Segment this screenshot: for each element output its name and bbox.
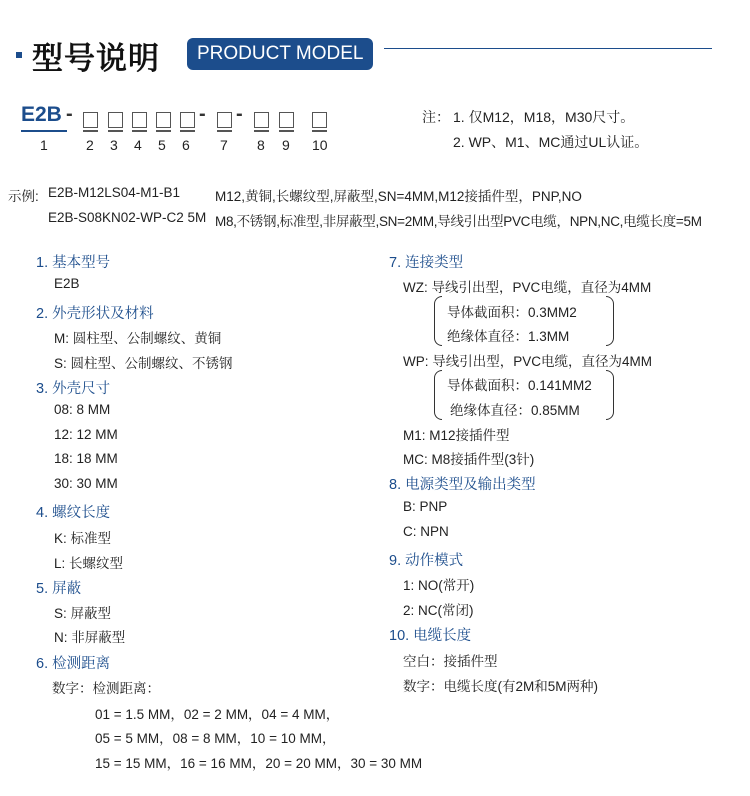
section-7-wz-sub: 绝缘体直径：1.3MM — [447, 329, 570, 344]
section-10-item: 空白：接插件型 — [403, 654, 498, 669]
code-dash: - — [199, 103, 206, 125]
section-9-item: 1: NO(常开) — [403, 578, 475, 593]
section-7-wp-sub: 导体截面积：0.141MM2 — [447, 378, 592, 393]
code-number: 4 — [134, 137, 142, 153]
section-5-item: S: 屏蔽型 — [54, 606, 112, 621]
example-desc: M8,不锈钢,标准型,非屏蔽型,SN=2MM,导线引出型PVC电缆，NPN,NC,电缆长度=5M — [215, 214, 702, 229]
code-number: 7 — [220, 137, 228, 153]
code-box-underline — [279, 130, 294, 132]
code-prefix-underline — [21, 130, 67, 132]
section-7-title: 7. 连接类型 — [389, 255, 464, 271]
section-6-line: 05 = 5 MM，08 = 8 MM，10 = 10 MM， — [95, 731, 336, 746]
section-7-m1: M1: M12接插件型 — [403, 428, 510, 443]
example-model: E2B-S08KN02-WP-C2 5M — [48, 210, 207, 225]
example-desc: M12,黄铜,长螺纹型,屏蔽型,SN=4MM,M12接插件型，PNP,NO — [215, 189, 582, 204]
code-box-underline — [83, 130, 98, 132]
code-box-underline — [217, 130, 232, 132]
code-box-10 — [312, 112, 327, 128]
code-prefix: E2B — [21, 103, 62, 126]
code-box-2 — [83, 112, 98, 128]
section-2-item: M: 圆柱型、公制螺纹、黄铜 — [54, 331, 222, 346]
note-line-1: 1. 仅M12，M18，M30尺寸。 — [453, 109, 635, 125]
code-box-underline — [312, 130, 327, 132]
page-title: 型号说明 — [32, 41, 160, 76]
code-box-8 — [254, 112, 269, 128]
section-7-wp: WP: 导线引出型，PVC电缆，直径为4MM — [403, 354, 653, 369]
section-8-title: 8. 电源类型及输出类型 — [389, 477, 536, 493]
code-box-underline — [180, 130, 195, 132]
product-model-badge: PRODUCT MODEL — [187, 38, 373, 70]
left-paren — [434, 370, 442, 420]
section-8-item: B: PNP — [403, 499, 448, 514]
code-number: 1 — [40, 137, 48, 153]
section-2-title: 2. 外壳形状及材料 — [36, 306, 154, 322]
section-6-line: 01 = 1.5 MM，02 = 2 MM，04 = 4 MM， — [95, 707, 340, 722]
right-paren — [606, 370, 614, 420]
code-box-underline — [132, 130, 147, 132]
section-5-title: 5. 屏蔽 — [36, 581, 82, 597]
examples-label: 示例: — [8, 189, 39, 204]
section-6-line: 15 = 15 MM，16 = 16 MM，20 = 20 MM，30 = 30 MM — [95, 756, 423, 771]
section-7-wp-sub: 绝缘体直径：0.85MM — [450, 403, 580, 418]
section-4-item: L: 长螺纹型 — [54, 556, 124, 571]
header-bullet — [16, 52, 22, 58]
right-paren — [606, 296, 614, 346]
code-number: 5 — [158, 137, 166, 153]
code-box-7 — [217, 112, 232, 128]
code-box-3 — [108, 112, 123, 128]
section-7-wz-sub: 导体截面积：0.3MM2 — [447, 305, 577, 320]
code-box-underline — [254, 130, 269, 132]
section-5-item: N: 非屏蔽型 — [54, 630, 126, 645]
section-3-title: 3. 外壳尺寸 — [36, 381, 111, 397]
section-3-item: 18: 18 MM — [54, 451, 118, 466]
code-number: 8 — [257, 137, 265, 153]
section-6-label: 数字：检测距离： — [52, 681, 160, 696]
notes-label: 注： — [422, 109, 450, 125]
section-6-title: 6. 检测距离 — [36, 656, 111, 672]
code-number: 9 — [282, 137, 290, 153]
section-9-item: 2: NC(常闭) — [403, 603, 474, 618]
code-box-6 — [180, 112, 195, 128]
section-4-title: 4. 螺纹长度 — [36, 505, 111, 521]
section-1-title: 1. 基本型号 — [36, 255, 111, 271]
section-7-mc: MC: M8接插件型(3针) — [403, 452, 535, 467]
code-box-underline — [108, 130, 123, 132]
section-3-item: 12: 12 MM — [54, 427, 118, 442]
code-number: 6 — [182, 137, 190, 153]
example-model: E2B-M12LS04-M1-B1 — [48, 185, 181, 200]
code-number: 10 — [312, 137, 328, 153]
code-number: 2 — [86, 137, 94, 153]
code-number: 3 — [110, 137, 118, 153]
section-10-title: 10. 电缆长度 — [389, 628, 472, 644]
section-8-item: C: NPN — [403, 524, 449, 539]
section-2-item: S: 圆柱型、公制螺纹、不锈钢 — [54, 356, 233, 371]
section-3-item: 08: 8 MM — [54, 402, 111, 417]
note-line-2: 2. WP、M1、MC通过UL认证。 — [453, 134, 649, 150]
section-3-item: 30: 30 MM — [54, 476, 118, 491]
code-box-9 — [279, 112, 294, 128]
header-divider — [384, 48, 712, 49]
code-box-4 — [132, 112, 147, 128]
code-box-5 — [156, 112, 171, 128]
code-dash: - — [236, 103, 243, 125]
section-4-item: K: 标准型 — [54, 531, 112, 546]
left-paren — [434, 296, 442, 346]
section-9-title: 9. 动作模式 — [389, 553, 464, 569]
code-box-underline — [156, 130, 171, 132]
section-7-wz: WZ: 导线引出型，PVC电缆，直径为4MM — [403, 280, 652, 295]
section-1-item: E2B — [54, 276, 80, 291]
code-dash: - — [66, 103, 73, 125]
section-10-item: 数字：电缆长度(有2M和5M两种) — [403, 679, 598, 694]
